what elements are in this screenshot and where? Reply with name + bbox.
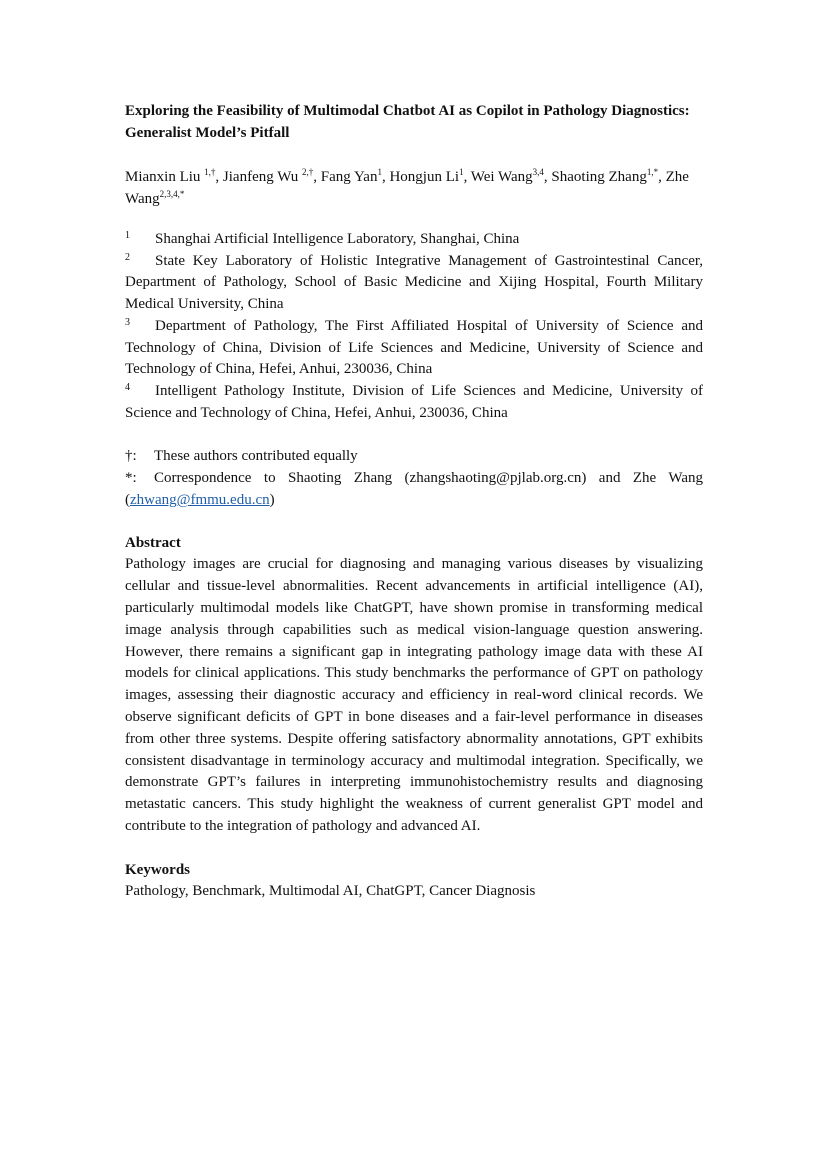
paper-title: Exploring the Feasibility of Multimodal Chatbot AI as Copilot in Pathology Diagnostics: Generalist Model’s Pitfall: [125, 103, 690, 141]
equal-contribution-note: [125, 445, 703, 467]
author-name: Hongjun Li: [389, 169, 460, 185]
author-separator: ,: [381, 169, 390, 185]
affiliation-text: State Key Laboratory of Holistic Integrative Management of Gastrointestinal Cancer, Department of Pathology, School of Basic Medicine and Xijing Hospital, Fourth Military Medical University, China: [125, 252, 703, 313]
equal-contribution-text: These authors contributed equally: [154, 448, 358, 465]
author-name: Jianfeng Wu: [222, 169, 299, 185]
correspondence-close: ): [269, 492, 275, 509]
affiliation-text: Shanghai Artificial Intelligence Laboratory, Shanghai, China: [155, 231, 520, 247]
keywords-text: Pathology, Benchmark, Multimodal AI, ChatGPT, Cancer Diagnosis: [125, 882, 536, 899]
author-separator: ,: [543, 169, 552, 185]
author-separator: ,: [313, 169, 321, 185]
author-name: Shaoting Zhang: [551, 169, 647, 185]
affiliation-item: 4 Intelligent Pathology Institute, Division of Life Sciences and Medicine, University of Science and Technology of China, Hefei, Anhui, 230036, China: [125, 381, 703, 421]
affiliation-item: 3 Department of Pathology, The First Affiliated Hospital of University of Science and Technology of China, Division of Life Sciences and Medicine, University of Science and Technology of China, Hefei, Anhui, 230036, China: [125, 316, 703, 378]
author-notes: [125, 445, 703, 511]
author-name: Zhe Wang: [125, 169, 689, 207]
correspondence-note: [125, 467, 703, 511]
dagger-symbol: †:: [125, 448, 137, 465]
email-link[interactable]: zhwang@fmmu.edu.cn: [130, 492, 270, 509]
paper-page: [125, 100, 703, 902]
correspondence-text: Correspondence to Shaoting Zhang (zhangshaoting@pjlab.org.cn) and Zhe Wang (: [125, 470, 703, 509]
asterisk-symbol: *:: [125, 470, 137, 487]
author-affil-marker: 1: [377, 167, 382, 177]
author-affil-marker: 1,*: [646, 167, 659, 177]
abstract-heading: Abstract: [125, 535, 181, 552]
author-name: Mianxin Liu: [125, 169, 201, 185]
affiliation-item: 1 Shanghai Artificial Intelligence Laboratory, Shanghai, China: [125, 230, 520, 247]
affiliation-text: Department of Pathology, The First Affiliated Hospital of University of Science and Technology of China, Division of Life Sciences and Medicine, University of Science and Technology of China, Hefei, Anhui, 230036, China: [125, 317, 703, 378]
author-separator: ,: [658, 169, 666, 185]
author-name: Wei Wang: [470, 169, 533, 185]
abstract-text: Pathology images are crucial for diagnosing and managing various diseases by visualizing cellular and tissue-level abnormalities. Recent advancements in artificial intelligence (AI), particularly multimodal models like ChatGPT, have shown promise in transforming medical image analysis through capabilities such as medical vision-language question answering. However, there remains a significant gap in integrating pathology image data with these AI models for clinical applications. This study benchmarks the performance of GPT on pathology images, assessing their diagnostic accuracy and efficiency in real-word clinical records. We observe significant deficits of GPT in bone diseases and a fair-level performance in diseases from other three systems. Despite offering satisfactory abnormality annotations, GPT exhibits consistent disadvantage in terminology accuracy and multimodal integration. Specifically, we demonstrate GPT’s failures in interpreting immunohistochemistry results and diagnosing metastatic cancers. This study highlight the weakness of current generalist GPT model and contribute to the integration of pathology and advanced AI.: [125, 556, 703, 834]
affiliation-text: Intelligent Pathology Institute, Division of Life Sciences and Medicine, University of Science and Technology of China, Hefei, Anhui, 230036, China: [125, 382, 703, 421]
author-affil-marker: 2,†: [302, 167, 314, 177]
author-affil-marker: 2,3,4,*: [159, 189, 185, 199]
affiliation-item: 2 State Key Laboratory of Holistic Integrative Management of Gastrointestinal Cancer, Department of Pathology, School of Basic Medicine and Xijing Hospital, Fourth Military Medical University, China: [125, 251, 703, 313]
author-affil-marker: 1: [459, 167, 464, 177]
author-separator: ,: [215, 169, 223, 185]
keywords-heading: Keywords: [125, 861, 190, 878]
author-name: Fang Yan: [320, 169, 378, 185]
affiliation-list: [125, 229, 703, 424]
author-affil-marker: 1,†: [204, 167, 216, 177]
author-separator: ,: [463, 169, 471, 185]
author-list: [125, 166, 703, 210]
author-affil-marker: 3,4: [532, 167, 544, 177]
